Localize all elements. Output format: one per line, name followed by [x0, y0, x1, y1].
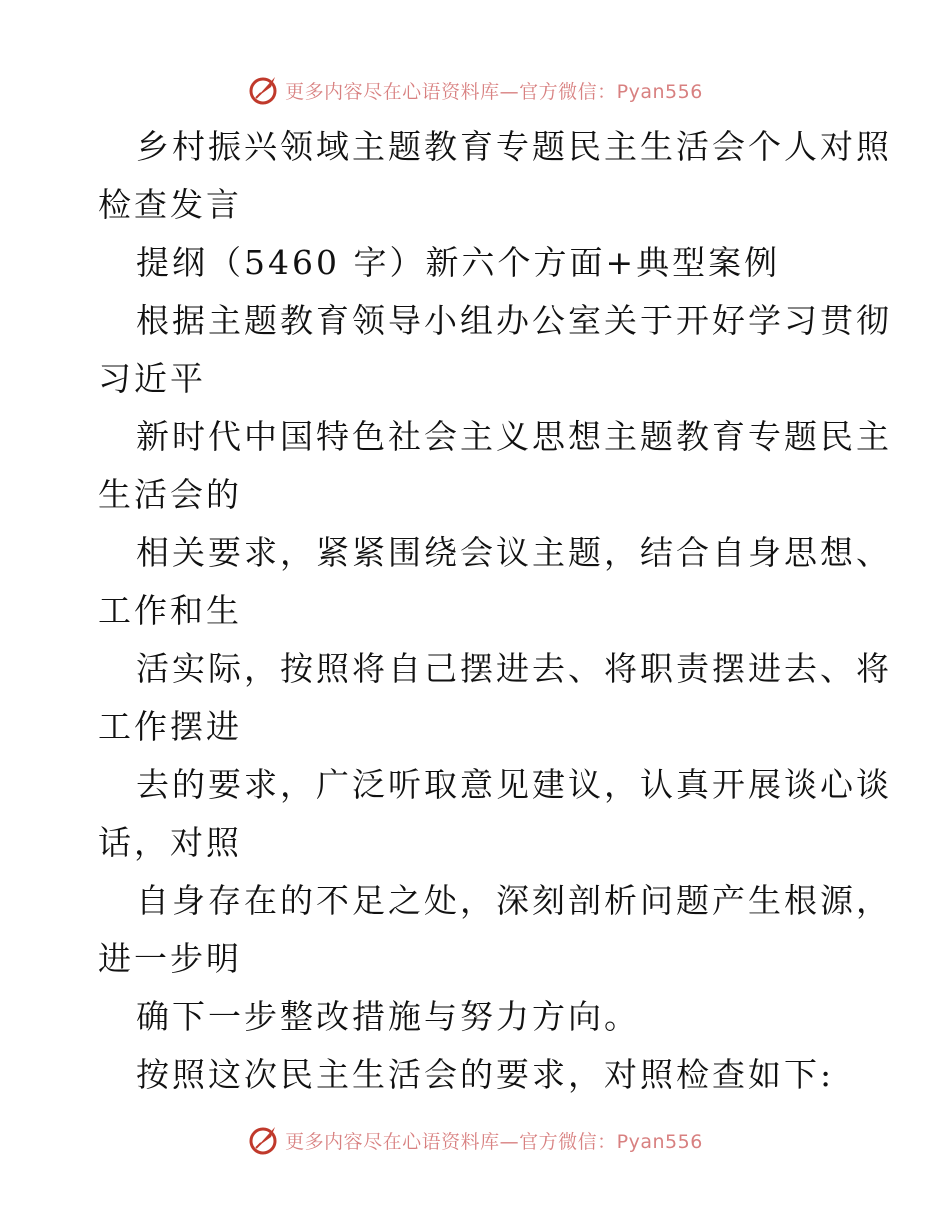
text-line: 确下一步整改措施与努力方向。	[136, 997, 640, 1036]
text-line: 习近平	[98, 359, 206, 398]
quill-logo-icon	[247, 1123, 281, 1157]
text-line: 工作和生	[98, 591, 242, 630]
text-line: 话，对照	[98, 823, 242, 862]
text-line: 自身存在的不足之处，深刻剖析问题产生根源，	[136, 881, 892, 920]
document-body	[98, 118, 892, 1104]
watermark-text: 更多内容尽在心语资料库—官方微信：Pyan556	[285, 80, 703, 103]
text-line: 检查发言	[98, 185, 242, 224]
text-line: 生活会的	[98, 475, 242, 514]
text-line: 新时代中国特色社会主义思想主题教育专题民主	[136, 417, 892, 456]
quill-logo-icon	[247, 73, 281, 107]
watermark-banner-top	[0, 70, 950, 110]
text-line: 乡村振兴领域主题教育专题民主生活会个人对照	[136, 127, 892, 166]
text-line: 活实际，按照将自己摆进去、将职责摆进去、将	[136, 649, 892, 688]
text-line: 相关要求，紧紧围绕会议主题，结合自身思想、	[136, 533, 892, 572]
text-line: 工作摆进	[98, 707, 242, 746]
text-line: 按照这次民主生活会的要求，对照检查如下:	[136, 1055, 835, 1094]
text-line: 提纲（5460 字）新六个方面+典型案例	[136, 243, 781, 282]
text-line: 去的要求，广泛听取意见建议，认真开展谈心谈	[136, 765, 892, 804]
text-line: 进一步明	[98, 939, 242, 978]
watermark-text: 更多内容尽在心语资料库—官方微信：Pyan556	[285, 1130, 703, 1153]
watermark-banner-bottom	[0, 1120, 950, 1160]
text-line: 根据主题教育领导小组办公室关于开好学习贯彻	[136, 301, 892, 340]
